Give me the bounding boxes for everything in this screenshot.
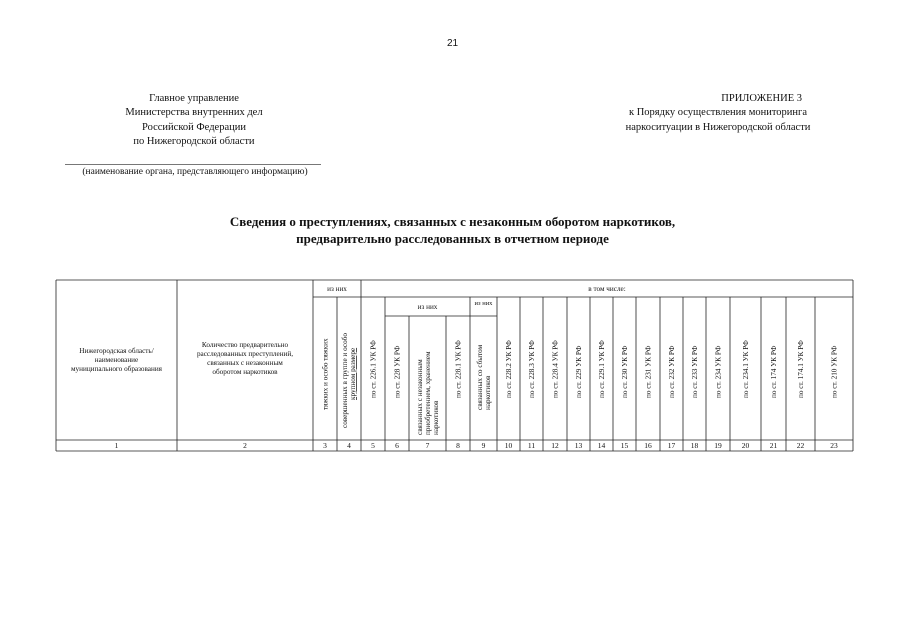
column-number: 21 <box>769 441 778 450</box>
column-10-header: по ст. 228.2 УК РФ <box>505 340 513 398</box>
column-number: 3 <box>323 441 327 450</box>
column-number: 22 <box>796 441 805 450</box>
page-number: 21 <box>446 38 459 49</box>
subgroup-header-of-them: из них <box>417 303 438 311</box>
authority-line: Министерства внутренних дел <box>125 107 263 119</box>
group-header-of-them: из них <box>327 285 347 293</box>
column-number: 7 <box>425 441 430 450</box>
appendix-line: наркоситуации в Нижегородской области <box>625 121 811 133</box>
column-1-header: Нижегородская область/ <box>79 347 154 355</box>
authority-line: по Нижегородской области <box>133 136 255 148</box>
column-18-header: по ст. 233 УК РФ <box>691 345 699 398</box>
column-6-header: по ст. 228 УК РФ <box>393 345 402 398</box>
column-21-header: по ст. 174 УК РФ <box>770 345 778 398</box>
column-number: 14 <box>597 441 606 450</box>
column-5-header: по ст. 226.1 УК РФ <box>369 340 378 398</box>
column-14-header: по ст. 229.1 УК РФ <box>598 340 606 398</box>
column-1-header: муниципального образования <box>70 365 163 373</box>
column-1-header: наименование <box>94 356 139 364</box>
column-15-header: по ст. 230 УК РФ <box>621 345 629 398</box>
column-7-header: связанных с незаконным <box>416 359 424 435</box>
authority-line: Главное управление <box>149 93 239 104</box>
column-number: 8 <box>456 441 460 450</box>
column-4-header: совершенных в группе и особо <box>341 333 349 428</box>
column-number: 5 <box>371 441 375 450</box>
authority-line: Российской Федерации <box>142 121 246 133</box>
column-12-header: по ст. 228.4 УК РФ <box>551 340 560 398</box>
column-number: 1 <box>114 441 119 450</box>
column-17-header: по ст. 232 УК РФ <box>668 345 676 398</box>
column-number: 16 <box>644 441 652 450</box>
table-labels <box>71 285 839 450</box>
column-number: 18 <box>690 441 699 450</box>
column-number: 12 <box>551 441 559 450</box>
column-11-header: по ст. 228.3 УК РФ <box>528 340 536 398</box>
column-22-header: по ст. 174.1 УК РФ <box>797 340 805 398</box>
appendix-line: ПРИЛОЖЕНИЕ 3 <box>721 93 802 104</box>
column-number: 15 <box>620 441 629 450</box>
column-9-header: наркотиков <box>484 375 492 410</box>
column-23-header: по ст. 210 УК РФ <box>830 345 839 398</box>
column-number: 6 <box>395 441 399 450</box>
column-number: 20 <box>741 441 750 450</box>
column-16-header: по ст. 231 УК РФ <box>644 345 653 398</box>
column-19-header: по ст. 234 УК РФ <box>714 345 723 398</box>
column-20-header: по ст. 234.1 УК РФ <box>742 340 750 398</box>
appendix-line: к Порядку осуществления мониторинга <box>628 107 808 119</box>
group-header-including: в том числе: <box>588 285 626 293</box>
column-number: 9 <box>481 441 486 450</box>
column-7-header: приобретением, хранением <box>424 351 432 435</box>
column-number: 2 <box>243 441 247 450</box>
column-number: 13 <box>574 441 583 450</box>
title-line: предварительно расследованных в отчетном периоде <box>296 231 609 246</box>
column-9-header: связанных со сбытом <box>476 344 484 410</box>
title-line: Сведения о преступлениях, связанных с незаконным оборотом наркотиков, <box>229 214 676 229</box>
column-number: 23 <box>830 441 838 450</box>
column-8-header: по ст. 228.1 УК РФ <box>454 340 463 398</box>
column-7-header: наркотиков <box>432 400 440 435</box>
column-2-header: расследованных преступлений, <box>196 350 294 358</box>
column-number: 10 <box>504 441 513 450</box>
column-number: 17 <box>667 441 676 450</box>
subgroup-header-of-them: из них <box>474 300 493 307</box>
column-2-header: оборотом наркотиков <box>212 368 278 376</box>
column-3-header: тяжких и особо тяжких <box>321 338 330 410</box>
signature-caption: (наименование органа, представляющего информацию) <box>82 167 308 177</box>
column-4-header: крупном размере <box>349 347 357 400</box>
column-2-header: Количество предварительно <box>201 341 289 349</box>
column-13-header: по ст. 229 УК РФ <box>575 345 583 398</box>
column-number: 11 <box>527 441 536 450</box>
column-number: 19 <box>714 441 722 450</box>
column-number: 4 <box>347 441 351 450</box>
column-2-header: связанных с незаконным <box>207 359 283 367</box>
